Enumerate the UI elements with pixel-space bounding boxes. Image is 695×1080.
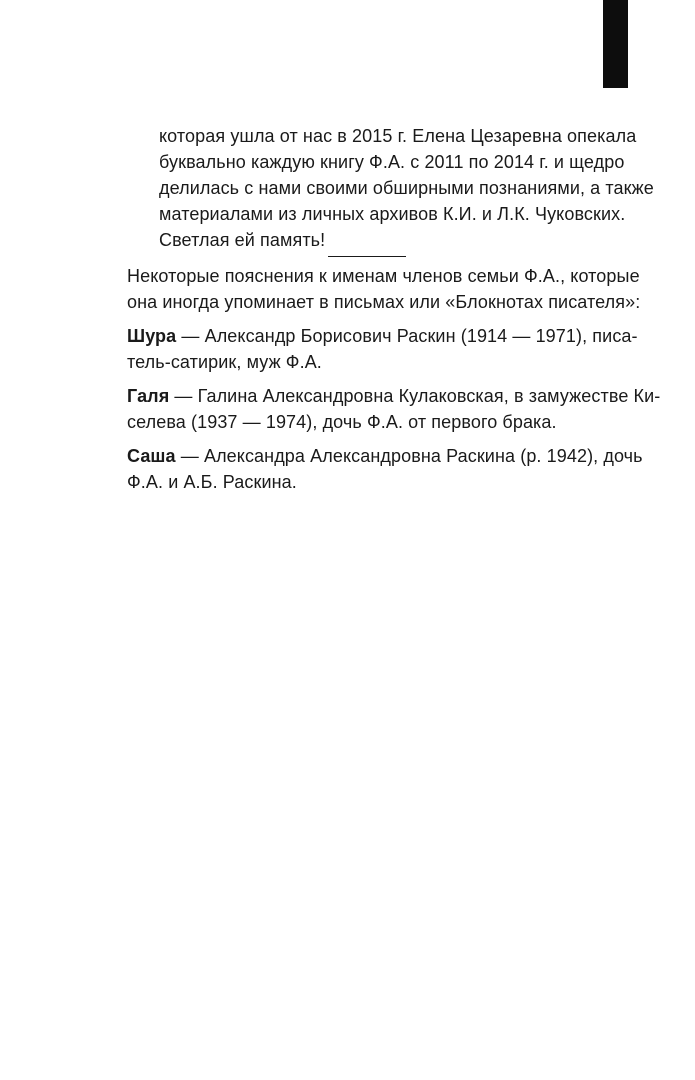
entry-description: — Галина Александровна Кулаковская, в замужестве Ки- [169, 386, 661, 406]
notes-intro-line: она иногда упоминает в письмах или «Блокнотах писателя»: [127, 292, 641, 312]
family-entry-sasha [127, 443, 643, 495]
footnote-continuation [159, 123, 654, 253]
entry-line [127, 443, 643, 469]
entry-term: Шура [127, 326, 177, 346]
page-edge-tab [603, 0, 628, 88]
family-notes [127, 263, 661, 495]
entry-line: тель-сатирик, муж Ф.А. [127, 352, 322, 372]
family-entry-shura [127, 323, 638, 375]
entry-line: селева (1937 — 1974), дочь Ф.А. от первого брака. [127, 412, 557, 432]
quote-line: которая ушла от нас в 2015 г. Елена Цезаревна опекала [159, 126, 637, 146]
quote-line: делилась с нами своими обширными познаниями, а также [159, 178, 654, 198]
notes-intro-line: Некоторые пояснения к именам членов семьи Ф.А., которые [127, 266, 640, 286]
entry-description: — Александра Александровна Раскина (р. 1942), дочь [175, 446, 643, 466]
quote-line: Светлая ей память! [159, 230, 326, 250]
entry-line: Ф.А. и А.Б. Раскина. [127, 472, 297, 492]
family-entry-galya [127, 383, 661, 435]
entry-line [127, 323, 638, 349]
quote-line: материалами из личных архивов К.И. и Л.К. Чуковских. [159, 204, 626, 224]
section-divider [328, 256, 406, 257]
entry-description: — Александр Борисович Раскин (1914 — 1971), писа- [176, 326, 638, 346]
entry-line [127, 383, 661, 409]
quote-line: буквально каждую книгу Ф.А. с 2011 по 2014 г. и щедро [159, 152, 625, 172]
entry-term: Саша [127, 446, 176, 466]
entry-term: Галя [127, 386, 170, 406]
